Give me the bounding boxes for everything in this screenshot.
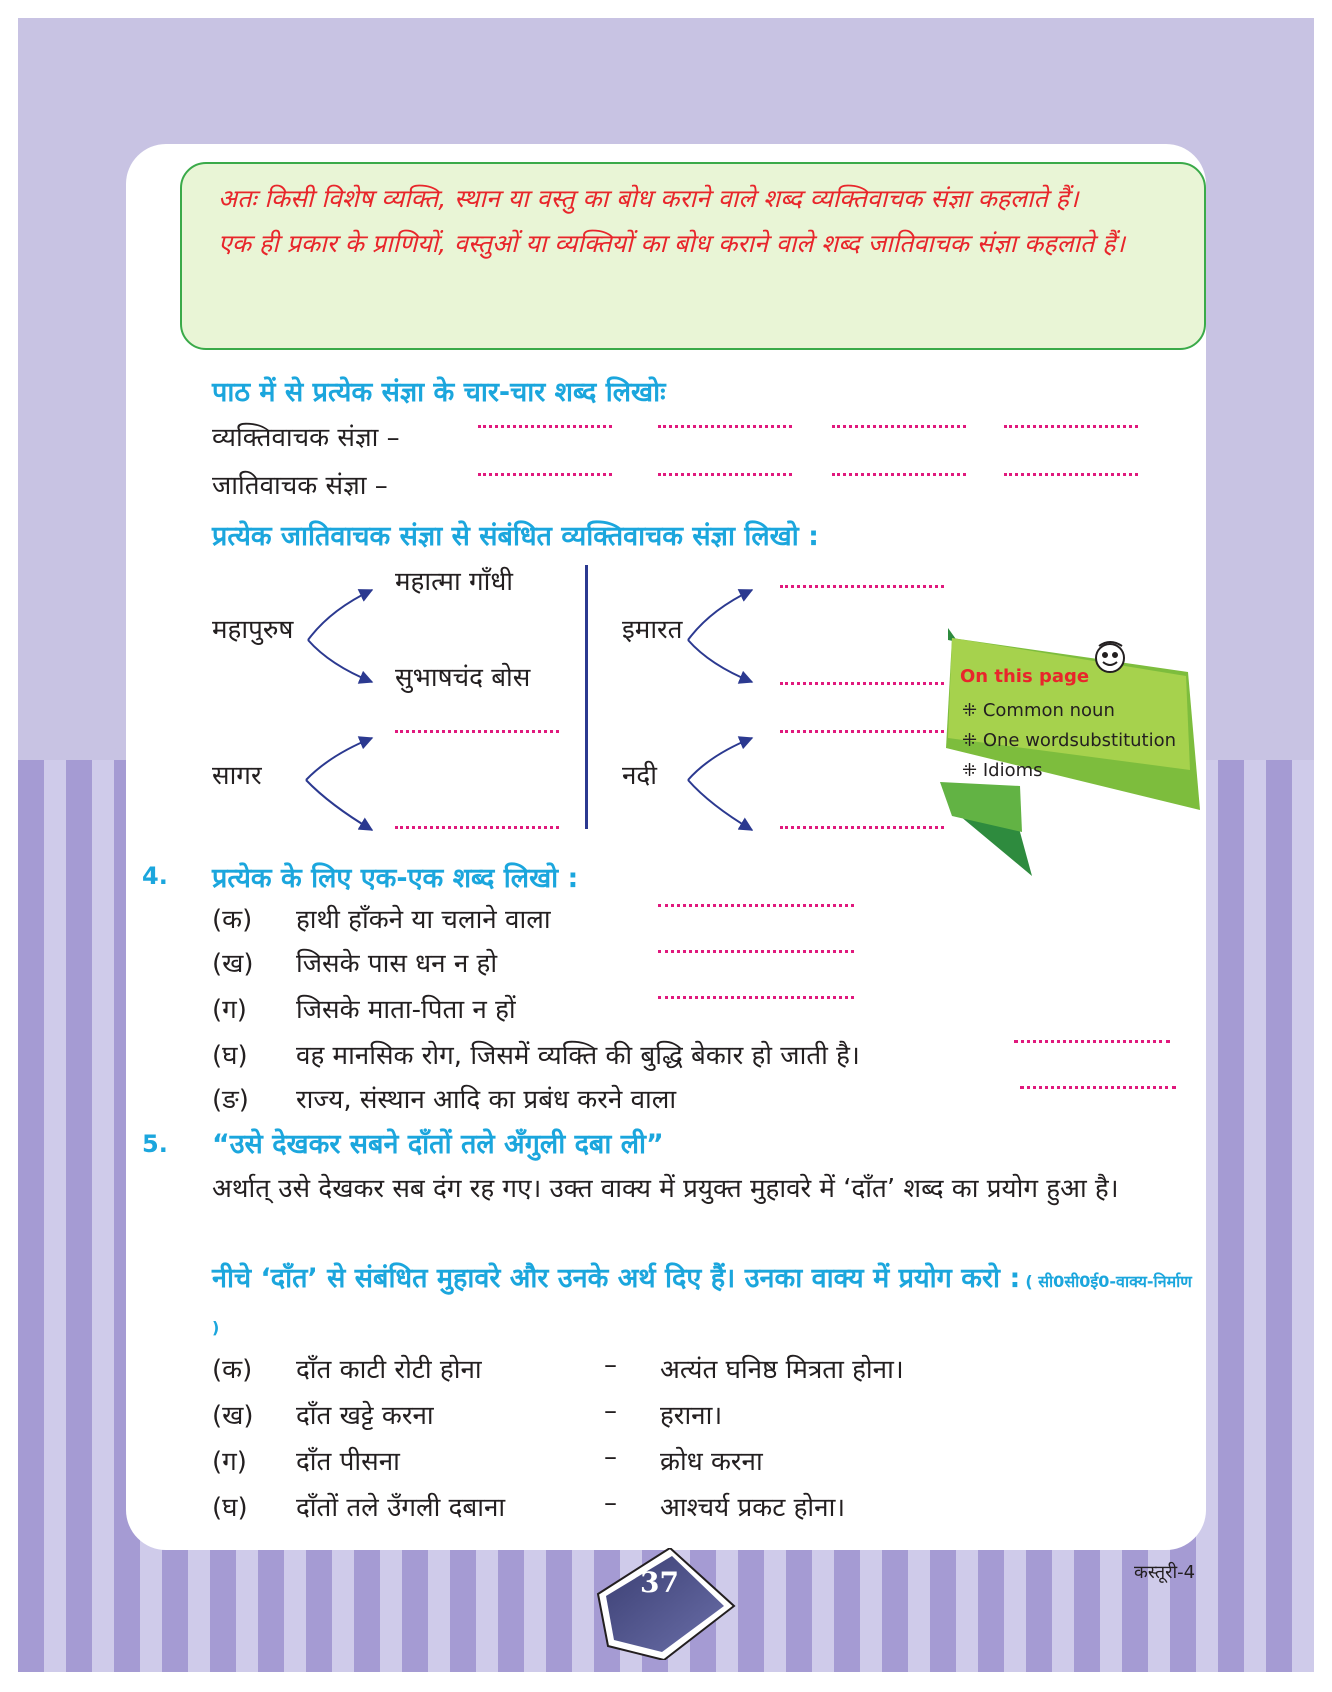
idiom-meaning: क्रोध करना: [660, 1447, 763, 1477]
answer-blank[interactable]: [658, 904, 854, 907]
idiom-dash: –: [604, 1442, 617, 1472]
definition-box: [180, 162, 1206, 350]
word-subhash-chand-bose: सुभाषचंद बोस: [395, 663, 531, 693]
idiom-text: दाँत काटी रोटी होना: [296, 1355, 482, 1385]
page-number: 37: [640, 1566, 679, 1599]
bullet-icon: ⁜: [962, 760, 978, 781]
idiom-label: (घ): [212, 1493, 248, 1523]
badge-title: On this page: [960, 666, 1090, 687]
answer-blank[interactable]: [1014, 1040, 1170, 1043]
on-this-page-badge: [900, 620, 1200, 880]
idiom-label: (क): [212, 1355, 253, 1385]
q5-paragraph: अर्थात् उसे देखकर सब दंग रह गए। उक्त वाक्य में प्रयुक्त मुहावरे में ‘दाँत’ शब्द का प्रयोग हुआ है।: [212, 1174, 1119, 1204]
q4-item-text: हाथी हाँकने या चलाने वाला: [296, 905, 551, 935]
answer-blank[interactable]: [832, 425, 966, 428]
idiom-label: (ग): [212, 1447, 247, 1477]
idiom-text: दाँतों तले उँगली दबाना: [296, 1493, 506, 1523]
q4-item-text: वह मानसिक रोग, जिसमें व्यक्ति की बुद्धि बेकार हो जाती है।: [296, 1041, 860, 1071]
answer-blank[interactable]: [658, 473, 792, 476]
answer-blank[interactable]: [395, 730, 559, 733]
answer-blank[interactable]: [1004, 473, 1138, 476]
word-mahapurush: महापुरुष: [212, 615, 294, 645]
word-mahatma-gandhi: महात्मा गाँधी: [395, 567, 514, 597]
proper-noun-label: व्यक्तिवाचक संज्ञा –: [212, 423, 400, 453]
q4-item-text: राज्य, संस्थान आदि का प्रबंध करने वाला: [296, 1085, 677, 1115]
q5-heading: “उसे देखकर सबने दाँतों तले अँगुली दबा ली”: [212, 1129, 664, 1160]
badge-item-one-word-substitution: ⁜ One wordsubstitution: [962, 730, 1177, 751]
column-divider: [585, 565, 588, 829]
definition-common-noun: एक ही प्रकार के प्राणियों, वस्तुओं या व्यक्तियों का बोध कराने वाले शब्द जातिवाचक संज्ञा कहलाते हैं।: [218, 229, 1125, 258]
badge-item-idioms: ⁜ Idioms: [962, 760, 1043, 781]
words-heading: पाठ में से प्रत्येक संज्ञा के चार-चार शब्द लिखोः: [212, 377, 666, 408]
q4-item-text: जिसके पास धन न हो: [296, 949, 498, 979]
q4-item-label: (क): [212, 905, 253, 935]
answer-blank[interactable]: [658, 950, 854, 953]
answer-blank[interactable]: [832, 473, 966, 476]
idiom-text: दाँत खट्टे करना: [296, 1401, 434, 1431]
answer-blank[interactable]: [478, 473, 612, 476]
answer-blank[interactable]: [1020, 1086, 1176, 1089]
answer-blank[interactable]: [658, 425, 792, 428]
idiom-meaning: अत्यंत घनिष्ठ मित्रता होना।: [660, 1355, 904, 1385]
q4-item-label: (घ): [212, 1041, 248, 1071]
definition-proper-noun: अतः किसी विशेष व्यक्ति, स्थान या वस्तु का बोध कराने वाले शब्द व्यक्तिवाचक संज्ञा कहलाते हैं।: [218, 184, 1079, 213]
q4-number: 4.: [142, 862, 168, 890]
answer-blank[interactable]: [658, 996, 854, 999]
bullet-icon: ⁜: [962, 700, 978, 721]
related-heading: प्रत्येक जातिवाचक संज्ञा से संबंधित व्यक्तिवाचक संज्ञा लिखो :: [212, 521, 819, 552]
answer-blank[interactable]: [780, 585, 944, 588]
idiom-dash: –: [604, 1350, 617, 1380]
word-nadi: नदी: [622, 761, 657, 791]
q5-instruction: नीचे ‘दाँत’ से संबंधित मुहावरे और उनके अर्थ दिए हैं। उनका वाक्य में प्रयोग करो :: [212, 1263, 1021, 1294]
idiom-meaning: हराना।: [660, 1401, 723, 1431]
idiom-label: (ख): [212, 1401, 254, 1431]
q5-number: 5.: [142, 1130, 168, 1158]
badge-item-common-noun: ⁜ Common noun: [962, 700, 1115, 721]
q4-heading: प्रत्येक के लिए एक-एक शब्द लिखो :: [212, 863, 579, 894]
idiom-dash: –: [604, 1488, 617, 1518]
book-name: कस्तूरी-4: [1134, 1562, 1196, 1583]
common-noun-label: जातिवाचक संज्ञा –: [212, 471, 388, 501]
page-number-badge: [588, 1548, 738, 1660]
q4-item-label: (ङ): [212, 1085, 249, 1115]
q4-item-label: (ख): [212, 949, 254, 979]
bullet-icon: ⁜: [962, 730, 978, 751]
q5-instruction-block: [212, 1256, 1192, 1351]
idiom-text: दाँत पीसना: [296, 1447, 400, 1477]
word-imarat: इमारत: [622, 615, 683, 645]
q5-note: ( सी0सी0ई0-वाक्य-निर्माण ): [212, 1272, 1192, 1337]
answer-blank[interactable]: [1004, 425, 1138, 428]
word-sagar: सागर: [212, 761, 262, 791]
answer-blank[interactable]: [395, 826, 559, 829]
idiom-dash: –: [604, 1396, 617, 1426]
idiom-meaning: आश्चर्य प्रकट होना।: [660, 1493, 846, 1523]
answer-blank[interactable]: [478, 425, 612, 428]
q4-item-label: (ग): [212, 995, 247, 1025]
q4-item-text: जिसके माता-पिता न हों: [296, 995, 516, 1025]
